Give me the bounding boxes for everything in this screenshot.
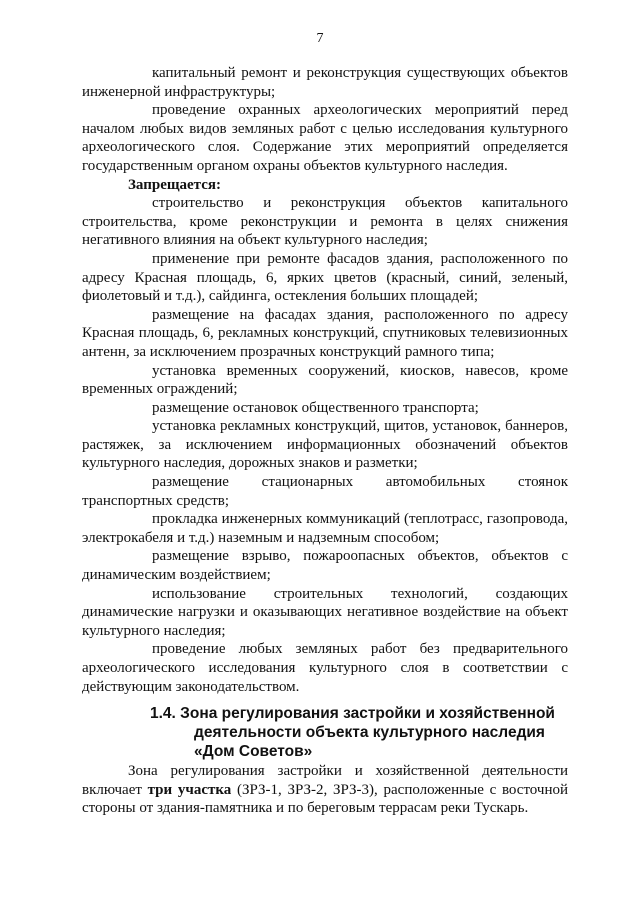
page-number: 7 [316,31,324,46]
zone-count: три участка [147,781,232,798]
prohibited-item: размещение стационарных автомобильных стоянок транспортных средств; [82,474,568,509]
zone-description [82,762,568,818]
prohibited-item: строительство и реконструкция объектов капитального строительства, кроме реконструкции и ремонта в целях снижения негативного влияния на объект культурного наследия; [82,195,568,249]
intro-item-2: проведение охранных археологических мероприятий перед началом любых видов земляных работ с целью исследования культурного археологического слоя. Содержание этих мероприятий определяется государственным органом охраны объектов культурного наследия. [82,102,568,174]
document-body [82,64,568,696]
prohibited-item: прокладка инженерных коммуникаций (теплотрасс, газопровода, электрокабеля и т.д.) наземным и надземным способом; [82,511,568,546]
prohibited-label: Запрещается: [128,176,222,193]
prohibited-item: использование строительных технологий, создающих динамические нагрузки и оказывающих негативное воздействие на объект культурного наследия; [82,585,568,639]
prohibited-item: применение при ремонте фасадов здания, расположенного по адресу Красная площадь, 6, ярких цветов (красный, синий, зеленый, фиолетовый и т.д.), сайдинга, остекления больших площадей; [82,250,568,305]
prohibited-item: размещение взрыво, пожароопасных объектов, объектов с динамическим воздействием; [82,548,568,584]
section-heading-line-3: «Дом Советов» [194,743,313,760]
prohibited-item: размещение на фасадах здания, расположенного по адресу Красная площадь, 6, рекламных конструкций, спутниковых телевизионных антенн, за исключением прозрачных конструкций рамного типа; [82,306,568,360]
section-heading [150,704,570,761]
prohibited-item: проведение любых земляных работ без предварительного археологического исследования культурного слоя в соответствии с действующим законодательством. [82,641,568,695]
section-heading-line-2: деятельности объекта культурного наследия [194,724,545,741]
prohibited-item: размещение остановок общественного транспорта; [152,399,479,416]
zone-description-start: Зона регулирования застройки и хозяйственной деятельности включает [82,763,568,798]
intro-item-1: капитальный ремонт и реконструкция существующих объектов инженерной инфраструктуры; [82,65,568,100]
prohibited-item: установка временных сооружений, киосков, навесов, кроме временных ограждений; [82,362,568,398]
zone-description-end: (ЗРЗ-1, ЗРЗ-2, ЗРЗ-3), расположенные с восточной стороны от здания-памятника и по береговым террасам реки Тускарь. [82,781,569,817]
prohibited-item: установка рекламных конструкций, щитов, установок, баннеров, растяжек, за исключением информационных обозначений объектов культурного наследия, дорожных знаков и разметки; [82,418,568,472]
section-heading-line-1: 1.4. Зона регулирования застройки и хозяйственной [150,705,555,722]
